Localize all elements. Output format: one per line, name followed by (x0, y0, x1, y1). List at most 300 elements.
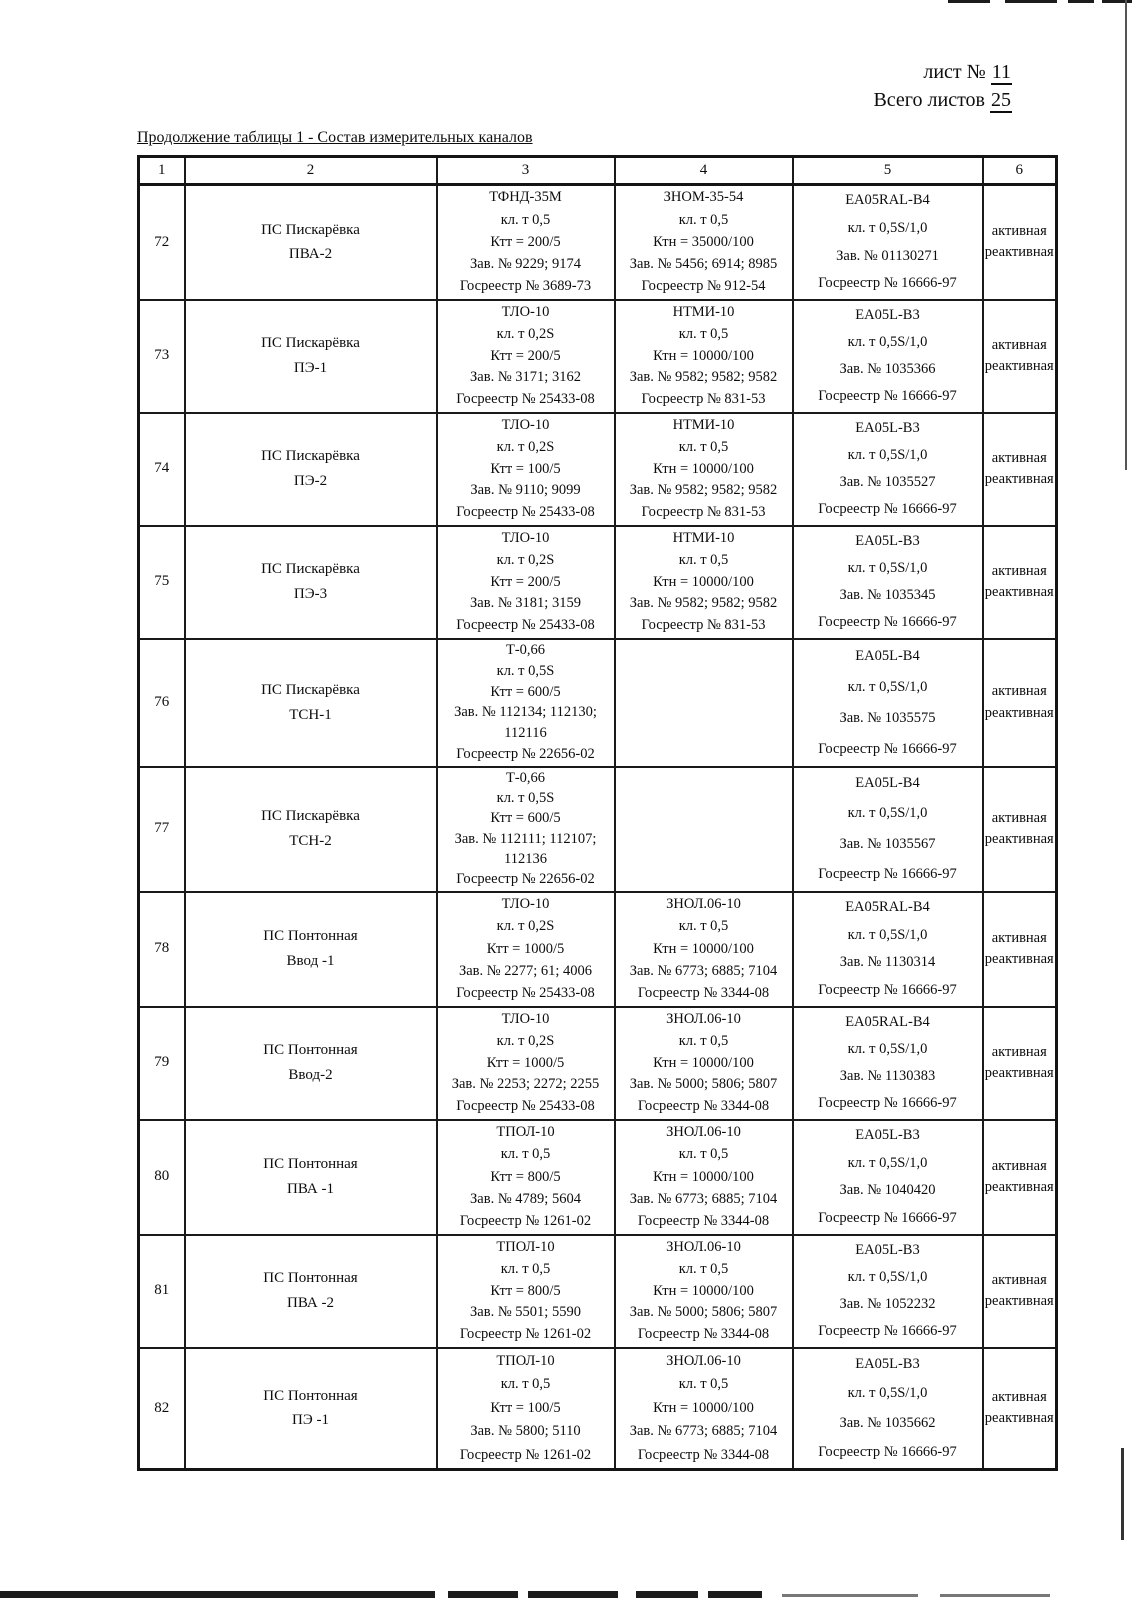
cell-line: 78 (154, 940, 170, 957)
voltage-transformer-cell (615, 300, 793, 413)
cell-line: EA05RAL-B4 (845, 1013, 930, 1030)
voltage-transformer-cell (615, 1348, 793, 1470)
table-title: Продолжение таблицы 1 - Состав измерительных каналов (137, 129, 533, 146)
total-sheets-line (873, 86, 1012, 114)
cell-line: ТЛО-10 (501, 303, 550, 320)
station-cell-content (186, 769, 436, 890)
cell-line: EA05L-B3 (855, 306, 920, 323)
cell-line: Ктн = 10000/100 (653, 1168, 754, 1185)
meter-cell-content (794, 1237, 982, 1346)
cell-line: кл. т 0,5S/1,0 (847, 1154, 928, 1171)
cell-line: ЗНОЛ.06-10 (666, 1010, 741, 1027)
cell-line: EA05L-B3 (855, 419, 920, 436)
energy-type-cell (983, 1120, 1057, 1235)
cell-line: кл. т 0,5 (678, 1376, 729, 1393)
row-number-cell-content (140, 894, 184, 1005)
cell-line: НТМИ-10 (672, 529, 735, 546)
cell-line: Зав. № 5501; 5590 (470, 1304, 581, 1321)
cell-line: реактивная (984, 704, 1054, 721)
cell-line: реактивная (984, 584, 1054, 600)
table-row (139, 1007, 1057, 1120)
station-cell (185, 413, 437, 526)
column-header-cell: 6 (983, 157, 1057, 185)
station-cell-content (186, 894, 436, 1005)
cell-line: Госреестр № 3344-08 (637, 984, 770, 1001)
cell-line: ПС Пискарёвка (261, 221, 360, 238)
station-cell (185, 1348, 437, 1470)
row-number-cell-content (140, 1237, 184, 1346)
cell-line: 76 (154, 693, 170, 710)
energy-type-cell-content (984, 769, 1056, 890)
cell-line: кл. т 0,5 (500, 211, 551, 228)
cell-line: Зав. № 9582; 9582; 9582 (629, 482, 778, 499)
energy-type-cell (983, 1348, 1057, 1470)
table-row (139, 300, 1057, 413)
cell-line: Ктн = 10000/100 (653, 1282, 754, 1299)
current-transformer-cell-content (438, 528, 614, 637)
station-cell (185, 1235, 437, 1348)
cell-line: 80 (154, 1168, 170, 1185)
cell-line: ПС Понтонная (263, 1156, 358, 1173)
cell-line: Госреестр № 16666-97 (818, 1444, 957, 1461)
current-transformer-cell-content (438, 894, 614, 1005)
cell-line: ПС Пискарёвка (261, 681, 360, 698)
cell-line: ТСН-2 (289, 833, 332, 849)
column-header-cell: 2 (185, 157, 437, 185)
cell-line: Ввод -1 (286, 953, 335, 969)
cell-line: Зав. № 6773; 6885; 7104 (629, 1190, 778, 1207)
energy-type-cell (983, 1007, 1057, 1120)
cell-line: EA05L-B4 (855, 775, 920, 792)
station-cell-content (186, 1237, 436, 1346)
total-sheets-number: 25 (991, 89, 1011, 111)
cell-line: ПВА-2 (288, 246, 333, 263)
cell-line: кл. т 0,5 (678, 918, 729, 935)
cell-line: Госреестр № 25433-08 (456, 391, 595, 408)
cell-line: активная (991, 1157, 1047, 1174)
table-row (139, 1120, 1057, 1235)
cell-line: Госреестр № 3689-73 (459, 278, 592, 295)
cell-line: кл. т 0,5 (500, 1146, 551, 1163)
cell-line: кл. т 0,5S/1,0 (847, 559, 928, 576)
cell-line: Зав. № 1035662 (839, 1414, 936, 1431)
energy-type-cell (983, 892, 1057, 1007)
cell-line: кл. т 0,5S/1,0 (847, 1268, 928, 1285)
station-cell-content (186, 415, 436, 524)
column-header-cell: 5 (793, 157, 983, 185)
cell-line: Госреестр № 22656-02 (456, 870, 595, 887)
cell-line: Госреестр № 831-53 (641, 617, 766, 634)
cell-line: Зав. № 1035366 (839, 361, 936, 378)
cell-line: Госреестр № 16666-97 (818, 501, 957, 518)
cell-line: Зав. № 9582; 9582; 9582 (629, 369, 778, 386)
row-number-cell (139, 1007, 185, 1120)
voltage-transformer-cell (615, 639, 793, 767)
voltage-transformer-cell-content (616, 528, 792, 637)
cell-line: Госреестр № 1261-02 (459, 1326, 592, 1343)
cell-line: Зав. № 2277; 61; 4006 (458, 962, 593, 979)
cell-line: Ктт = 1000/5 (486, 940, 565, 957)
cell-line: кл. т 0,5 (678, 1032, 729, 1049)
cell-line: активная (991, 1389, 1047, 1406)
cell-line: ТЛО-10 (501, 529, 550, 546)
station-cell (185, 185, 437, 300)
cell-line: Госреестр № 25433-08 (456, 984, 595, 1001)
cell-line: ТПОЛ-10 (496, 1238, 555, 1255)
cell-line: реактивная (984, 244, 1054, 261)
cell-line: Зав. № 1130314 (839, 954, 936, 971)
cell-line: Зав. № 9582; 9582; 9582 (629, 595, 778, 612)
cell-line: Госреестр № 3344-08 (637, 1098, 770, 1115)
current-transformer-cell (437, 185, 615, 300)
cell-line: Госреестр № 16666-97 (818, 740, 957, 757)
row-number-cell-content (140, 641, 184, 765)
cell-line: Зав. № 1035567 (839, 835, 936, 852)
cell-line: Зав. № 5000; 5806; 5807 (629, 1076, 778, 1093)
current-transformer-cell (437, 767, 615, 892)
cell-line: EA05L-B4 (855, 647, 920, 664)
cell-line: ПС Понтонная (263, 1387, 358, 1404)
row-number-cell-content (140, 528, 184, 637)
energy-type-cell-content (984, 528, 1056, 637)
cell-line: Госреестр № 16666-97 (818, 1323, 957, 1340)
row-number-cell (139, 1235, 185, 1348)
cell-line: реактивная (984, 951, 1054, 967)
sheet-label: лист № (923, 61, 986, 83)
cell-line: Зав. № 9229; 9174 (470, 255, 581, 272)
column-header-cell: 1 (139, 157, 185, 185)
energy-type-cell-content (984, 302, 1056, 411)
row-number-cell (139, 300, 185, 413)
cell-line: Госреестр № 16666-97 (818, 275, 957, 292)
cell-line: Госреестр № 16666-97 (818, 1210, 957, 1227)
cell-line: Госреестр № 16666-97 (818, 1095, 957, 1112)
cell-line: Т-0,66 (505, 770, 546, 787)
meter-cell-content (794, 894, 982, 1005)
voltage-transformer-cell-content (616, 1009, 792, 1118)
meter-cell-content (794, 769, 982, 890)
cell-line: кл. т 0,2S (496, 325, 555, 342)
cell-line: кл. т 0,5 (678, 1260, 729, 1277)
cell-line: Госреестр № 25433-08 (456, 504, 595, 521)
scan-artifact-bottom-bar (448, 1591, 518, 1598)
scan-artifact-bottom-bar (528, 1591, 618, 1598)
cell-line: активная (991, 449, 1047, 466)
cell-line: ТПОЛ-10 (496, 1124, 555, 1141)
current-transformer-cell-content (438, 769, 614, 890)
current-transformer-cell (437, 1120, 615, 1235)
table-row (139, 1348, 1057, 1470)
current-transformer-cell (437, 1348, 615, 1470)
cell-line: EA05L-B3 (855, 1241, 920, 1258)
cell-line: ПС Понтонная (263, 1270, 358, 1287)
scan-artifact-top-dash (1005, 0, 1057, 3)
cell-line: Зав. № 5456; 6914; 8985 (629, 255, 778, 272)
cell-line: активная (991, 809, 1047, 826)
cell-line: EA05L-B3 (855, 1355, 920, 1372)
cell-line: активная (991, 336, 1047, 353)
cell-line: кл. т 0,5S/1,0 (847, 446, 928, 463)
cell-line: кл. т 0,2S (496, 438, 555, 455)
scan-artifact-top-dash (1102, 0, 1132, 3)
station-cell (185, 1007, 437, 1120)
scan-artifact-right-line (1121, 1448, 1124, 1540)
scan-artifact-bottom-bar (0, 1591, 435, 1598)
cell-line: ПС Понтонная (263, 1042, 358, 1059)
cell-line: Зав. № 1035575 (839, 709, 936, 726)
cell-line: активная (991, 223, 1047, 240)
cell-line: Ктт = 600/5 (490, 810, 561, 827)
voltage-transformer-cell (615, 1235, 793, 1348)
cell-line: Ктт = 200/5 (490, 347, 561, 364)
cell-line: ЗНОЛ.06-10 (666, 896, 741, 913)
meter-cell-content (794, 302, 982, 411)
cell-line: Ктт = 200/5 (490, 233, 561, 250)
energy-type-cell (983, 639, 1057, 767)
cell-line: активная (991, 1043, 1047, 1060)
cell-line: ТПОЛ-10 (496, 1352, 555, 1369)
cell-line: реактивная (984, 471, 1054, 487)
scan-artifact-top-dash (948, 0, 990, 3)
station-cell-content (186, 528, 436, 637)
current-transformer-cell-content (438, 1009, 614, 1118)
cell-line: ПВА -1 (287, 1181, 334, 1197)
scan-artifact-top-dash (1068, 0, 1094, 3)
meter-cell-content (794, 1122, 982, 1233)
cell-line: Зав. № 112111; 112107; (454, 830, 597, 847)
cell-line: Зав. № 5000; 5806; 5807 (629, 1304, 778, 1321)
cell-line: НТМИ-10 (672, 303, 735, 320)
row-number-cell-content (140, 187, 184, 298)
table-row (139, 767, 1057, 892)
cell-line: EA05L-B3 (855, 1126, 920, 1143)
cell-line: реактивная (984, 831, 1054, 847)
cell-line: реактивная (984, 1179, 1054, 1195)
row-number-cell (139, 1348, 185, 1470)
energy-type-cell-content (984, 415, 1056, 524)
cell-line: Ктн = 10000/100 (653, 460, 754, 477)
cell-line: Ввод-2 (288, 1067, 333, 1083)
cell-line: Зав. № 1035345 (839, 587, 936, 604)
meter-cell-content (794, 187, 982, 298)
cell-line: Зав. № 1040420 (839, 1182, 936, 1199)
meter-cell-content (794, 415, 982, 524)
voltage-transformer-cell (615, 1120, 793, 1235)
cell-line: Зав. № 2253; 2272; 2255 (451, 1076, 600, 1093)
current-transformer-cell (437, 526, 615, 639)
voltage-transformer-cell (615, 892, 793, 1007)
current-transformer-cell-content (438, 415, 614, 524)
cell-line: Госреестр № 16666-97 (818, 982, 957, 999)
table-row (139, 639, 1057, 767)
cell-line: кл. т 0,2S (496, 1032, 555, 1049)
cell-line: реактивная (984, 358, 1054, 374)
cell-line: ЗНОЛ.06-10 (666, 1124, 741, 1141)
voltage-transformer-cell (615, 767, 793, 892)
table-row (139, 1235, 1057, 1348)
measuring-channels-table (137, 155, 1058, 1471)
cell-line: кл. т 0,5S/1,0 (847, 333, 928, 350)
meter-cell (793, 300, 983, 413)
current-transformer-cell-content (438, 1349, 614, 1467)
cell-line: 77 (154, 820, 170, 837)
cell-line: кл. т 0,5S (496, 790, 555, 807)
sheet-number-line (873, 58, 1012, 86)
cell-line: Зав. № 9110; 9099 (470, 482, 581, 499)
voltage-transformer-cell (615, 526, 793, 639)
cell-line: Зав. № 6773; 6885; 7104 (629, 962, 778, 979)
cell-line: Госреестр № 16666-97 (818, 865, 957, 882)
cell-line: Госреестр № 3344-08 (637, 1447, 770, 1463)
meter-cell (793, 185, 983, 300)
voltage-transformer-cell-content (616, 302, 792, 411)
cell-line: Зав. № 01130271 (836, 247, 939, 264)
cell-line: Госреестр № 831-53 (641, 391, 766, 408)
meter-cell (793, 639, 983, 767)
cell-line: Госреестр № 16666-97 (818, 614, 957, 631)
cell-line: Зав. № 1052232 (839, 1296, 936, 1313)
cell-line: Ктт = 200/5 (490, 573, 561, 590)
voltage-transformer-cell-content (616, 769, 792, 890)
cell-line: 79 (154, 1054, 170, 1071)
cell-line: кл. т 0,5 (678, 325, 729, 342)
table-row (139, 185, 1057, 300)
cell-line: Зав. № 112134; 112130; (454, 704, 597, 721)
cell-line: ТЛО-10 (501, 896, 550, 913)
station-cell (185, 1120, 437, 1235)
cell-line: реактивная (984, 1410, 1054, 1427)
cell-line: Зав. № 3181; 3159 (470, 595, 581, 612)
meter-cell (793, 1007, 983, 1120)
current-transformer-cell (437, 1235, 615, 1348)
cell-line: EA05RAL-B4 (845, 898, 930, 915)
energy-type-cell (983, 413, 1057, 526)
cell-line: 75 (154, 573, 170, 590)
row-number-cell-content (140, 302, 184, 411)
cell-line: активная (991, 1271, 1047, 1288)
cell-line: активная (991, 562, 1047, 579)
current-transformer-cell (437, 892, 615, 1007)
cell-line: кл. т 0,5S/1,0 (847, 805, 928, 822)
scan-artifact-bottom-bar (636, 1591, 698, 1598)
cell-line: ТФНД-35М (489, 189, 562, 206)
energy-type-cell-content (984, 187, 1056, 298)
scan-artifact-bottom-dash (782, 1594, 918, 1597)
cell-line: Ктн = 10000/100 (653, 1399, 754, 1416)
cell-line: Зав. № 6773; 6885; 7104 (629, 1423, 778, 1440)
cell-line: 112116 (504, 725, 547, 742)
table-row (139, 892, 1057, 1007)
voltage-transformer-cell (615, 413, 793, 526)
cell-line: Ктн = 35000/100 (653, 233, 754, 250)
cell-line: ПС Пискарёвка (261, 808, 360, 825)
energy-type-cell (983, 767, 1057, 892)
row-number-cell (139, 767, 185, 892)
cell-line: Ктт = 800/5 (490, 1282, 561, 1299)
station-cell-content (186, 1122, 436, 1233)
cell-line: Ктт = 100/5 (490, 1399, 561, 1416)
cell-line: кл. т 0,5 (678, 551, 729, 568)
energy-type-cell (983, 185, 1057, 300)
energy-type-cell-content (984, 894, 1056, 1005)
cell-line: активная (991, 683, 1047, 700)
energy-type-cell-content (984, 1122, 1056, 1233)
station-cell (185, 892, 437, 1007)
meter-cell (793, 892, 983, 1007)
meter-cell (793, 1235, 983, 1348)
cell-line: Госреестр № 3344-08 (637, 1326, 770, 1343)
scan-artifact-right-line (1125, 0, 1127, 470)
cell-line: ПЭ-1 (293, 360, 328, 376)
cell-line: Госреестр № 3344-08 (637, 1212, 770, 1229)
column-header-row (139, 157, 1057, 185)
cell-line: кл. т 0,5S (496, 663, 555, 680)
current-transformer-cell-content (438, 187, 614, 298)
energy-type-cell-content (984, 641, 1056, 765)
energy-type-cell (983, 300, 1057, 413)
current-transformer-cell (437, 413, 615, 526)
row-number-cell-content (140, 1009, 184, 1118)
cell-line: Зав. № 3171; 3162 (470, 369, 581, 386)
cell-line: Госреестр № 25433-08 (456, 617, 595, 634)
cell-line: кл. т 0,5S/1,0 (847, 678, 928, 695)
energy-type-cell-content (984, 1349, 1056, 1467)
cell-line: Зав. № 1130383 (839, 1068, 936, 1085)
cell-line: Ктт = 100/5 (490, 460, 561, 477)
station-cell (185, 526, 437, 639)
cell-line: ПС Пискарёвка (261, 561, 360, 578)
cell-line: Ктн = 10000/100 (653, 940, 754, 957)
table-row (139, 413, 1057, 526)
meter-cell (793, 526, 983, 639)
voltage-transformer-cell (615, 1007, 793, 1120)
meter-cell-content (794, 641, 982, 765)
station-cell-content (186, 302, 436, 411)
cell-line: Ктн = 10000/100 (653, 573, 754, 590)
cell-line: ТЛО-10 (501, 416, 550, 433)
voltage-transformer-cell-content (616, 1349, 792, 1467)
meter-cell (793, 767, 983, 892)
cell-line: Госреестр № 831-53 (641, 504, 766, 521)
meter-cell (793, 1348, 983, 1470)
cell-line: реактивная (984, 1293, 1054, 1309)
cell-line: кл. т 0,5 (678, 438, 729, 455)
row-number-cell (139, 639, 185, 767)
cell-line: Госреестр № 25433-08 (456, 1098, 595, 1115)
cell-line: ТСН-1 (289, 706, 332, 723)
cell-line: ПС Пискарёвка (261, 448, 360, 465)
station-cell-content (186, 1349, 436, 1467)
cell-line: Госреестр № 912-54 (641, 278, 766, 295)
energy-type-cell (983, 1235, 1057, 1348)
row-number-cell (139, 413, 185, 526)
cell-line: 112136 (504, 850, 547, 867)
cell-line: кл. т 0,5S/1,0 (847, 1385, 928, 1402)
meter-cell (793, 413, 983, 526)
current-transformer-cell (437, 300, 615, 413)
meter-cell (793, 1120, 983, 1235)
row-number-cell (139, 892, 185, 1007)
voltage-transformer-cell-content (616, 187, 792, 298)
sheet-number: 11 (991, 61, 1011, 83)
cell-line: кл. т 0,5S/1,0 (847, 926, 928, 943)
cell-line: Ктт = 800/5 (490, 1168, 561, 1185)
cell-line: EA05RAL-B4 (845, 192, 930, 209)
station-cell-content (186, 1009, 436, 1118)
cell-line: реактивная (984, 1065, 1054, 1081)
station-cell (185, 639, 437, 767)
cell-line: ПЭ-3 (293, 586, 328, 602)
